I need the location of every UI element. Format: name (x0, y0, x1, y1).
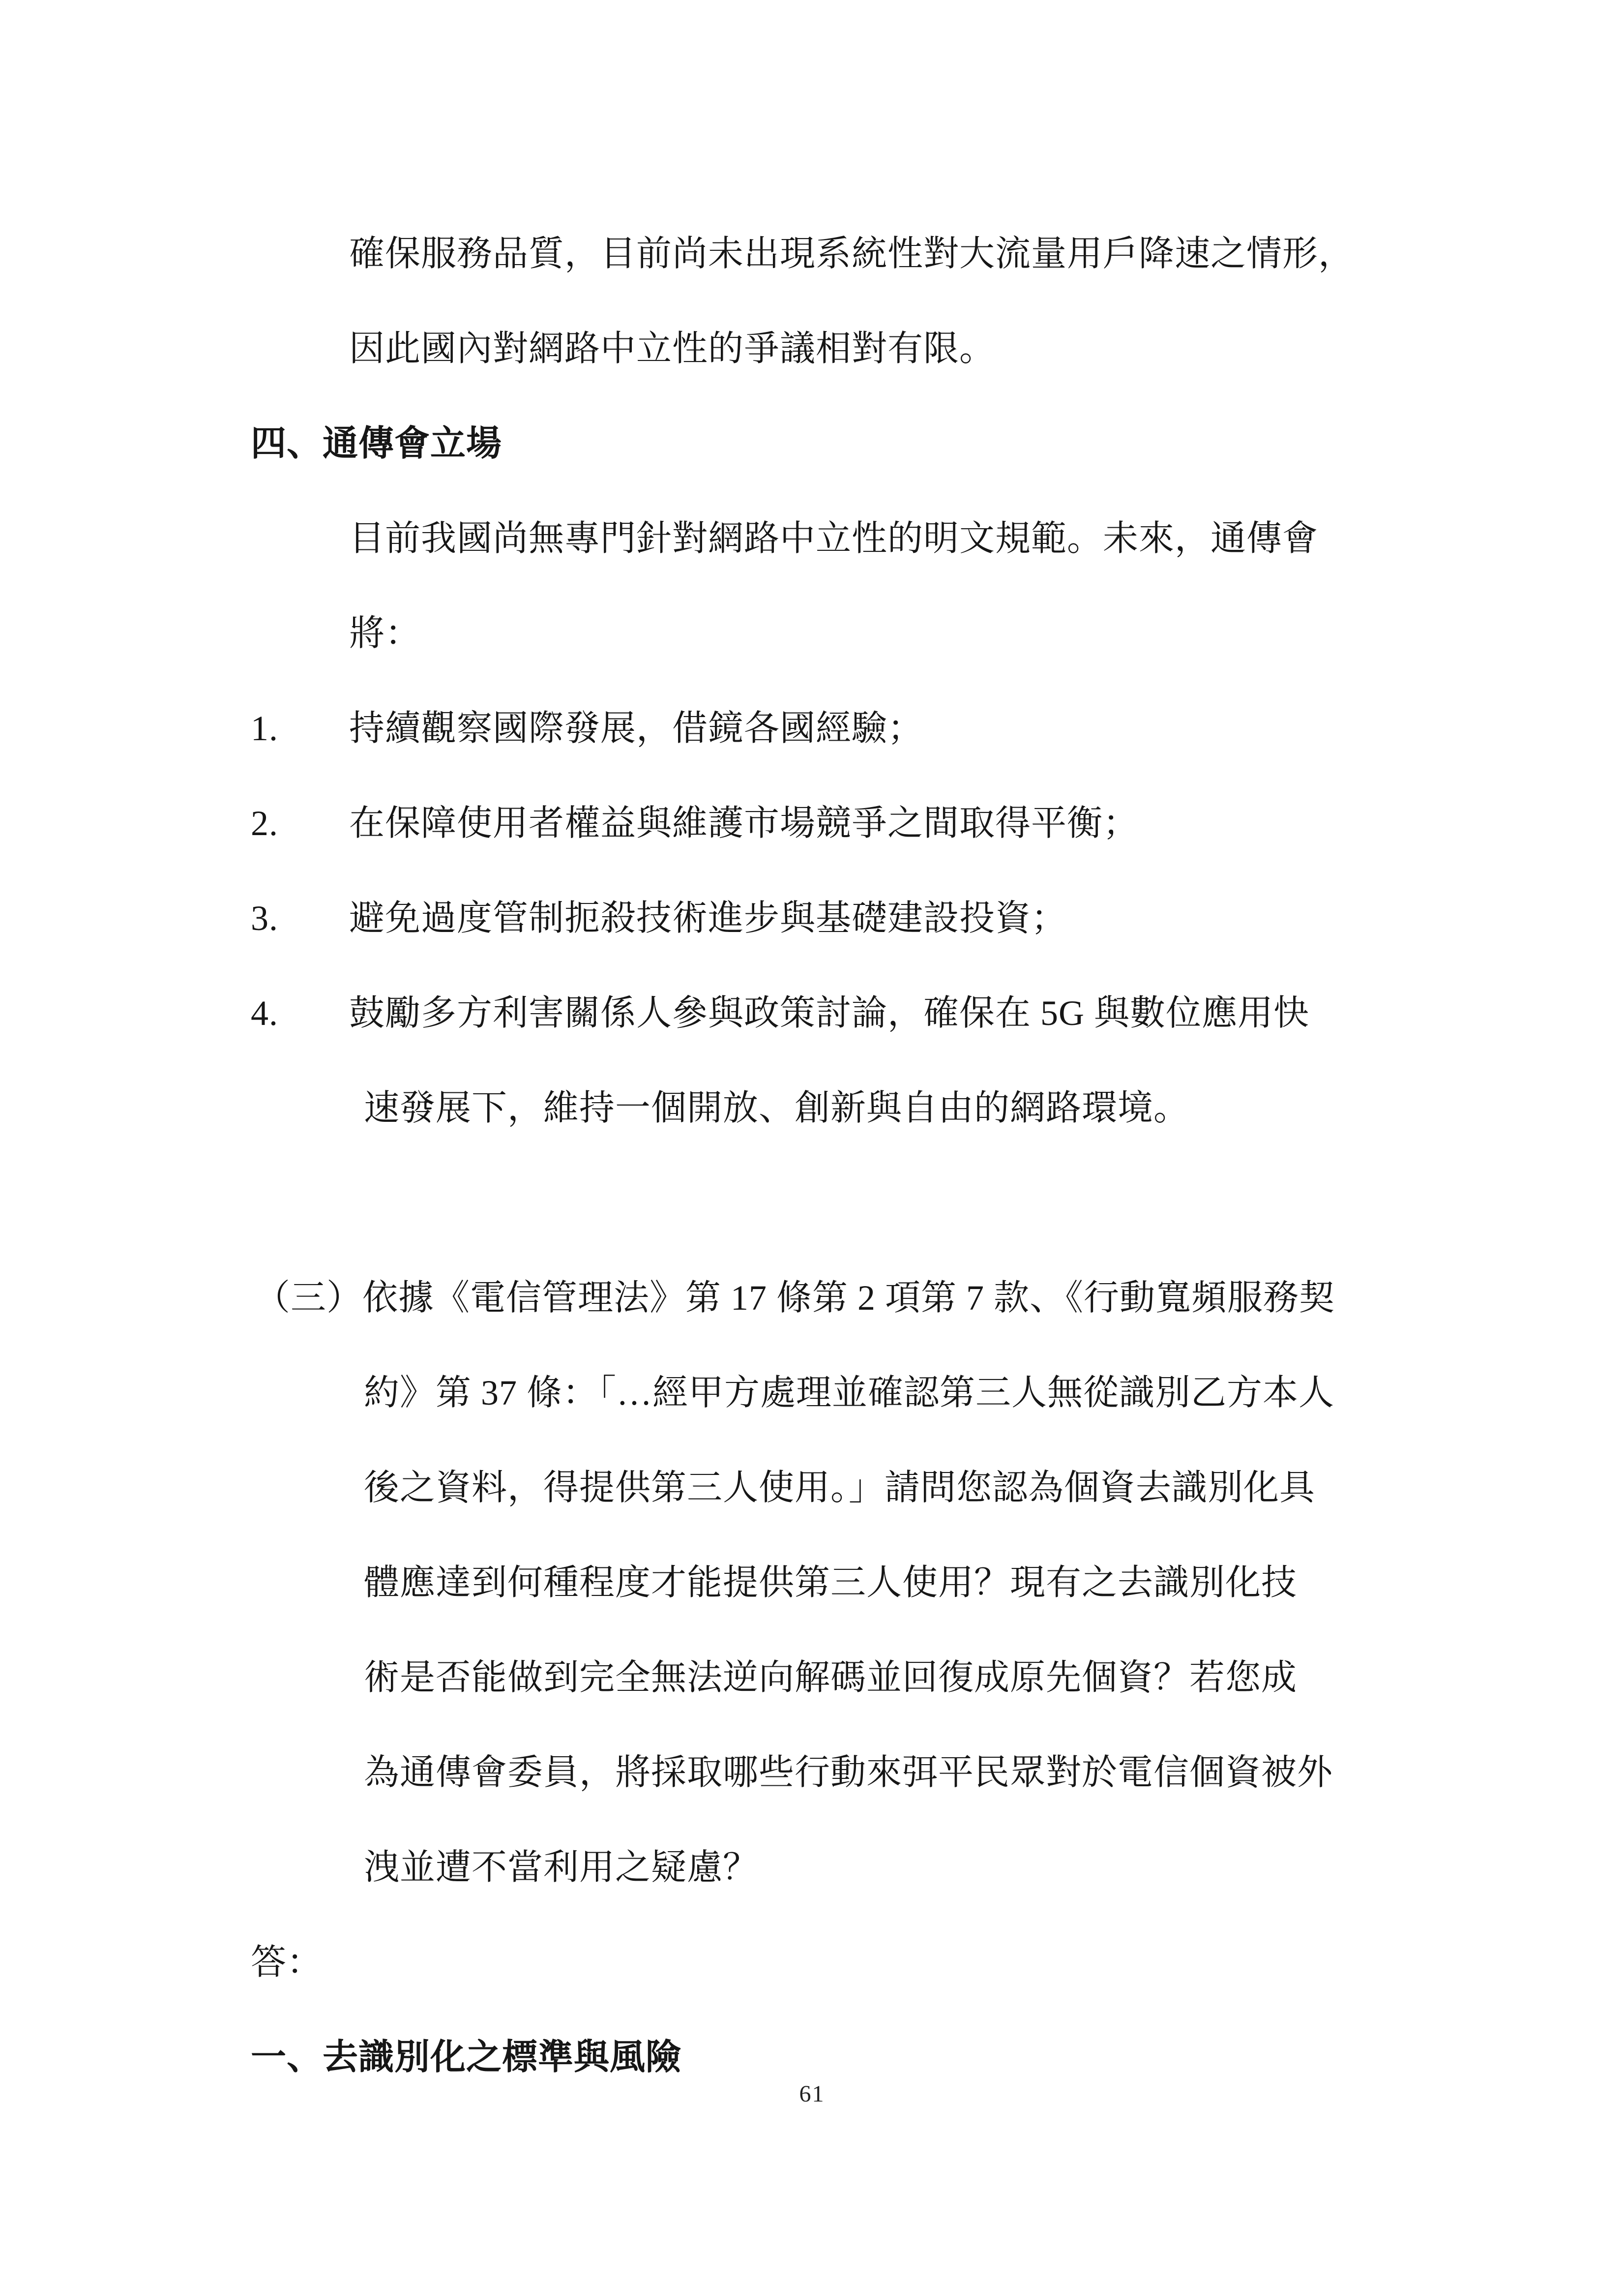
answer-label: 答： (251, 1943, 323, 1982)
question-three-text: 依據《電信管理法》第 17 條第 2 項第 7 款、《行動寬頻服務契 (362, 1278, 1335, 1318)
list-item-number: 3. (251, 899, 278, 938)
section-four-heading: 四、通傳會立場 (251, 424, 502, 463)
blank-line (251, 1156, 1441, 1251)
list-item-text: 鼓勵多方利害關係人參與政策討論，確保在 5G 與數位應用快 (349, 993, 1309, 1033)
paragraph-line: 確保服務品質，目前尚未出現系統性對大流量用戶降速之情形， (349, 234, 1355, 273)
question-three-line: 後之資料，得提供第三人使用。」請問您認為個資去識別化具 (364, 1468, 1316, 1507)
list-item (251, 776, 1441, 871)
list-item-number: 1. (251, 709, 278, 748)
paragraph-line: 目前我國尚無專門針對網路中立性的明文規範。未來，通傳會 (349, 519, 1319, 558)
list-item-text: 在保障使用者權益與維護市場競爭之間取得平衡； (349, 804, 1139, 843)
answer-section-heading: 一、去識別化之標準與風險 (251, 2038, 682, 2077)
page-content (251, 207, 1441, 2105)
list-item (251, 966, 1441, 1061)
question-three-line (251, 1251, 1441, 1346)
list-item-number: 4. (251, 993, 278, 1033)
question-three-line: 為通傳會委員，將採取哪些行動來弭平民眾對於電信個資被外 (364, 1753, 1333, 1792)
list-item-text: 避免過度管制扼殺技術進步與基礎建設投資； (349, 899, 1067, 938)
list-item-wrapped-line: 速發展下，維持一個開放、創新與自由的網路環境。 (364, 1088, 1190, 1128)
question-three-line: 洩並遭不當利用之疑慮？ (364, 1848, 759, 1887)
question-three-line: 體應達到何種程度才能提供第三人使用？現有之去識別化技 (364, 1563, 1298, 1602)
paragraph-line: 將： (349, 614, 421, 653)
list-item (251, 871, 1441, 966)
paragraph-line: 因此國內對網路中立性的爭議相對有限。 (349, 329, 996, 368)
list-item-number: 2. (251, 804, 278, 843)
question-three-line: 術是否能做到完全無法逆向解碼並回復成原先個資？若您成 (364, 1658, 1298, 1697)
list-item (251, 681, 1441, 776)
page-number: 61 (799, 2081, 825, 2107)
question-three-line: 約》第 37 條：「…經甲方處理並確認第三人無從識別乙方本人 (364, 1373, 1335, 1412)
list-item-text: 持續觀察國際發展，借鏡各國經驗； (349, 709, 924, 748)
question-three-label: （三） (255, 1278, 363, 1318)
